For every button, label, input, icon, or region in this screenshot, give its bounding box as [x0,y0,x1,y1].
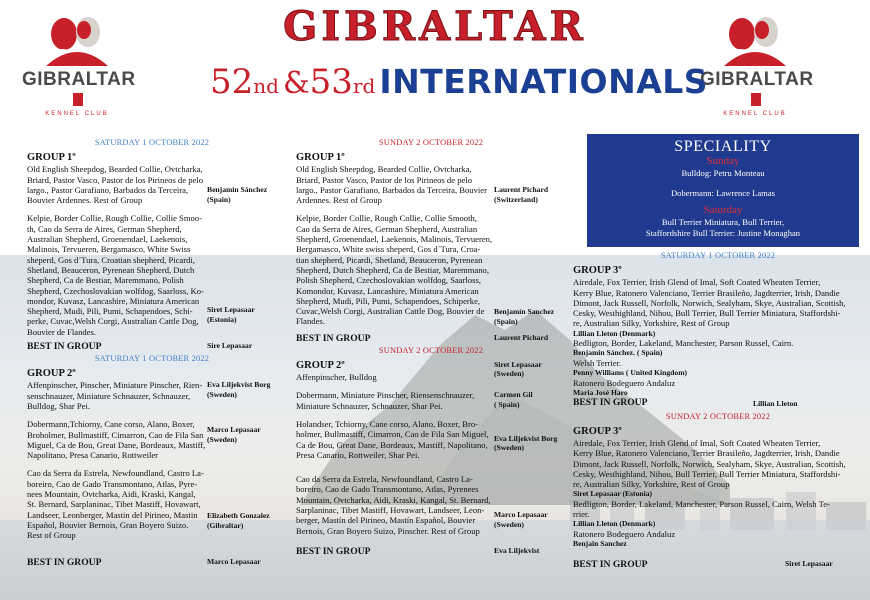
breed-line: Cuvac,Welsh Corgi, Australian Cattle Dog, Bouvier de [296,306,485,317]
breed-line: Holandser, Tchiorny, Cane corso, Alano, Boxer, Bro- [296,418,479,429]
breed-line: Bedligton, Border, Lakeland, Manchester, Parson Russel, Cairn, Welsh Te- [573,498,830,509]
breed-list [573,438,863,489]
judge-name [207,185,267,204]
breed-line: Flandes. [296,316,325,327]
best-in-group-row [296,546,566,557]
breed-line: Cao da Serra da Estrela, Newfoundland, Castro La- [27,468,204,479]
day-header: SATURDAY 1 OCTOBER 2022 [660,251,776,260]
breed-line: Shepherd, Dutch Shepherd, Ca de Bestiar, Maremmano, [296,264,489,275]
edition-number-2: 53 [309,62,353,102]
breed-line: Cao da Serra da Estrela, Newfoundland, Castro La- [296,474,473,485]
breed-line: Ca de Bou, Great Dane, Bordeaux, Mastiff, Napolitano, [296,439,488,450]
best-in-group-label: BEST IN GROUP [296,545,371,557]
breed-judge-row [296,390,566,411]
breed-line: berger, Mastín del Pirineo, Mastín Español, Bouvier [296,515,476,526]
breed-line: Kelpie, Border Collie, Rough Collie, Collie Smooth, [296,213,477,224]
best-in-group-row [296,333,566,344]
judge-name [494,434,557,453]
dog-couple-icon [42,8,112,68]
speciality-line: Dobermann: Lawrence Lamas [670,188,776,198]
breed-line: Broholmer, Bullmastiff, Cimarron, Cao de Fila San [27,429,204,440]
best-in-group-judge: Laurent Pichard [494,332,549,342]
breed-line: Australian Shepherd, Groenendael, Laekenois, [27,234,188,245]
breed-judge-row [27,419,277,460]
breed-judge-row [296,474,566,536]
breed-line: Shepherd, Mudi, Pili, Pumi, Schapendoes, Schiperke, [296,295,481,306]
breed-line: Rest of Group [27,530,76,541]
breed-line: re, Australian Silky, Yorkshire, Rest of Group [573,479,730,490]
breed-judge-row [27,213,277,337]
breed-line: rrier. [573,509,590,520]
breed-line: Shetland, Beauceron, Pyrenean Shepherd, Dutch [27,264,195,275]
judge-line: Siret Lepasaar [494,360,542,370]
breed-line: Kerry Blue, Ratonero Valenciano, Terrier Brasileño, Jagdterrier, Irish, Dandie [573,448,840,459]
breed-line: Bulldog, Shar Pei. [27,400,91,411]
breed-list [296,419,494,460]
breed-line: Presa Canario, Rottweiler, Shar Pei. [296,449,420,460]
breed-line: nees Mountain, Ovtcharka, Aidi, Kraski, Kangal, [27,489,196,500]
speciality-line: Bulldog: Petru Monteau [681,168,765,178]
judge-line: ( Spain) [494,399,520,409]
breed-line: Kelpie, Border Collie, Rough Collie, Collie Smoo- [27,213,202,224]
breed-judge-row [296,164,566,205]
judge-name [207,425,261,444]
breed-line: Dimont, Jack Russell, Norfolk, Norwich, Sealyham, Skye, Australian, Scottish, [573,297,846,308]
breed-line: largo., Pastor Garafiano, Barbados da Terceira, Bouvier [296,184,487,195]
breed-line: perke, Cuvac,Welsh Corgi, Australian Cattle Dog, [27,316,199,327]
breed-line: Dimont, Jack Russell, Norfolk, Norwich, Sealyham, Skye, Australian, Scottish, [573,458,846,469]
edition-number-1: 52 [210,62,254,102]
day-header: SATURDAY 1 OCTOBER 2022 [94,138,210,147]
breed-line: Ratonero Bodeguero Andaluz [573,528,676,539]
best-in-group-judge: Eva Liljekvist [494,545,540,555]
judge-line: (Sweden) [494,369,524,379]
judge-line: (Gibraltar) [207,520,244,530]
judge-name [494,185,548,204]
judge-line: Elizabeth Gonzalez [207,511,270,521]
breed-judge-row [296,419,566,460]
breed-line: Shepherd, Czechoslovakian wolfdog, Saarloss, Ko- [27,285,204,296]
best-in-group-row [27,557,277,568]
breed-line: Miniature Schnauzer, Schnauzer, Shar Pei. [296,400,443,411]
judge-name [494,360,542,379]
breed-line: Dobermann,Tchiorny, Cane corso, Alano, Boxer, [27,419,195,430]
speciality-title: SPECIALITY [674,138,772,155]
judge-line: Carmen Gil [494,390,533,400]
breed-line: Airedale, Fox Terrier, Irish Glend of Imal, Soft Coated Wheaten Terrier, [573,438,821,448]
judge-line: Eva Liljekvist Borg [207,380,271,390]
breed-line: Affenpinscher, Bulldog [296,372,377,383]
breed-line: Shepherd, Ca de Bestiar, Maremmano, Polish [27,275,184,286]
group-heading: GROUP 2º [27,368,76,380]
judge-line: (Switzerland) [494,194,538,204]
speciality-line: Bull Terrier Miniatura, Bull Terrier, [661,217,785,227]
judge-line: Benjamin Sánchez [207,185,268,195]
judge-line: (Sweden) [494,519,524,529]
dog-couple-icon [720,8,790,68]
judge-name: Maria José Haro [573,387,628,397]
breed-line: Español, Bouvier Bernois, Gran Boyero Suizo. [27,519,189,530]
breed-line: re, Australian Silky, Yorkshire, Rest of Group [573,318,730,329]
judge-name [494,510,548,529]
group-heading: GROUP 1º [27,152,76,164]
breed-line: Kerry Blue, Ratonero Valenciano, Terrier Brasileño, Jagdterrier, Irish, Dandie [573,287,840,298]
breed-line: Shepherd, Mudi, Pili, Pumi, Schapendoes, Schi- [27,306,193,317]
breed-line: Komondor, Kuvasz, Lancashire, Miniatura American [296,285,479,296]
breed-line: th, Cao da Serra de Aires, German Shepherd, [27,223,182,234]
judge-name: Siret Lepasaar (Estonia) [573,489,653,499]
kennel-club-logo-left [22,8,136,117]
best-in-group-label: BEST IN GROUP [573,558,648,570]
breed-line: Briard, Pastor Vasco, Pastor de los Pirineos de pelo [296,174,472,185]
breed-line: Old English Sheepdog, Bearded Collie, Ovtcharka, [27,164,203,175]
breed-line: Bedligton, Border, Lakeland, Manchester, Parson Russel, Cairn. [573,338,794,349]
breed-list [296,390,494,411]
castle-icon [73,93,83,106]
judge-line: (Sweden) [207,389,237,399]
breed-judge-row [296,360,566,382]
breed-line: Cesky, Westhighland, Nihou, Bull Terrier, Bull Terrier Miniatura, Staffordshi- [573,468,841,479]
castle-icon [751,93,761,106]
breed-list [296,474,494,536]
page-subtitle [210,62,710,108]
best-in-group-judge: Sire Lepasaar [207,341,253,351]
breed-line: St. Bernard, Sarplaninac, Tibet Mastiff, Hovawart, [27,499,201,510]
day-header: SUNDAY 2 OCTOBER 2022 [665,411,771,421]
breed-line: Malinois, Tervueren, Bergamasco, White Swiss [27,244,191,255]
column-terrier-groups [573,251,863,570]
breed-line: Airedale, Fox Terrier, Irish Glend of Imal, Soft Coated Wheaten Terrier, [573,277,821,288]
breed-judge-row [27,380,277,411]
breed-line: Polish Shepherd, Czechoslovakian wolfdog, Saarloss, [296,275,481,286]
breed-line: Ratonero Bodeguero Andaluz [573,377,676,388]
breed-line: Bergamasco, White swiss sheperd, Gos d´Tura, Croa- [296,244,481,255]
best-in-group-judge: Lillian Lleton [753,399,798,409]
group-heading: GROUP 3º [573,426,622,437]
group-heading: GROUP 1º [296,152,345,164]
judge-name: Lillian Lleton (Denmark) [573,519,656,529]
speciality-day-saturday: Saturday [703,204,743,216]
judge-name: Benjamin Sánchez. ( Spain) [573,348,663,358]
logo-name: GIBRALTAR [22,69,136,90]
breed-line: largo., Pastor Garafiano, Barbados da Terceira, [27,184,189,195]
breed-list [296,213,494,326]
column-saturday-groups [27,138,277,568]
day-header: SATURDAY 1 OCTOBER 2022 [94,354,210,364]
edition-suffix-2: rd [352,74,376,98]
breed-line: tian shepherd, Picardi, Shetland, Beauceron, Pyrenean [296,254,483,265]
breed-line: mondor, Kuvasz, Lancashire, Miniatura American [27,295,200,306]
breed-line: sheperd, Gos d´Tura, Croatian shepherd, Picardi, [27,254,195,265]
breed-list [27,164,207,205]
breed-list [27,380,207,411]
best-in-group-judge: Siret Lepasaar [785,558,833,568]
breed-judge-row [296,213,566,326]
day-header: SUNDAY 2 OCTOBER 2022 [378,138,484,147]
judge-line: (Sweden) [494,443,524,453]
best-in-group-label: BEST IN GROUP [27,556,102,568]
group-heading: GROUP 3º [573,265,622,277]
judge-line: Siret Lepasaar [207,305,255,315]
breed-judge-row [27,468,277,540]
judge-line: Benjamín Sanchez [494,307,555,317]
breed-line: Affenpinscher, Pinscher, Miniature Pinscher, Rien- [27,380,203,391]
breed-judge-row [27,164,277,205]
breed-line: boreiro, Cao de Gado Transmontano, Atlas, Pyrenees [296,484,479,495]
day-header: SUNDAY 2 OCTOBER 2022 [378,345,484,355]
logo-name: GIBRALTAR [700,69,814,90]
judge-name: Benjain Sanchez [573,539,627,549]
breed-line: Sarplaninac, Tibet Mastiff, Hovawart, Landseer, Leon- [296,505,485,516]
breed-list [27,213,207,337]
judge-name: Penny Williams ( United Kingdom) [573,368,688,378]
column-sunday-groups [296,138,566,557]
judge-line: Eva Liljekvist Borg [494,433,558,443]
speciality-line: Staffordshire Bull Terrier: Justine Monaghan [645,228,801,238]
breed-line: Miguel, Ca de Bou, Great Dane, Bordeaux, Mastiff, [27,439,206,450]
judge-name [207,380,270,399]
judge-line: (Spain) [207,194,231,204]
breed-line: Cesky, Westhighland, Nihou, Bull Terrier, Bull Terrier Miniatura, Staffordshi- [573,308,841,319]
best-in-group-judge: Marco Lepasaar [207,556,261,566]
breed-list [573,277,863,328]
breed-line: boreiro, Cao de Gado Transmontano, Atlas, Pyre- [27,478,198,489]
breed-line: holmer, Bullmastiff, Cimarron, Cao de Fila San Miguel, [296,429,489,440]
judge-line: Marco Lepasaar [207,425,261,435]
judge-name [494,307,554,326]
breed-line: Cao da Serra de Aires, German Shepherd, Australian [296,223,478,234]
judge-name [207,305,255,324]
logo-club-text: KENNEL CLUB [45,111,109,117]
breed-line: Welsh Terrier. [573,357,622,368]
judge-line: (Sweden) [207,434,237,444]
judge-name [207,511,270,530]
judge-line: Laurent Pichard [494,185,549,195]
breed-line: Mountain, Ovtcharka, Aidi, Kraski, Kangal, St. Bernard, [296,494,491,505]
edition-suffix-1: nd [253,74,279,98]
logo-club-text: KENNEL CLUB [723,111,787,117]
best-in-group-label: BEST IN GROUP [573,397,648,409]
breed-line: senschnauzer, Miniature Schnauzer, Schnauzer, [27,390,191,401]
breed-list [27,468,207,540]
breed-list [296,360,494,382]
internationals-word: INTERNATIONALS [379,62,709,101]
judge-name [494,390,533,409]
ampersand: & [282,66,310,101]
speciality-box [587,134,859,247]
breed-list [27,419,207,460]
judge-line: (Estonia) [207,314,237,324]
breed-list [573,499,863,520]
breed-line: Bouvier de Flandes. [27,326,96,337]
breed-line: Dobermann, Miniature Pinscher, Riensenschnauzer, [296,390,475,401]
judge-line: Marco Lepasaar [494,510,548,520]
best-in-group-row [27,341,277,352]
breed-line: Briard, Pastor Vasco, Pastor de los Pirineos de pelo [27,174,203,185]
best-in-group-row [573,559,863,570]
breed-line: Napolitano, Presa Canario, Rottweiler [27,450,159,461]
best-in-group-label: BEST IN GROUP [296,332,371,344]
breed-line: Ardennes. Rest of Group [296,195,382,206]
breed-line: Old English Sheepdog, Bearded Collie, Ovtcharka, [296,164,472,175]
breed-line: Landseer, Leonberger, Mastin del Pirineo, Mastin [27,509,198,520]
judge-line: (Spain) [494,316,518,326]
speciality-day-sunday: Sunday [706,155,740,167]
judge-name: Lillian Lleton (Denmark) [573,328,656,338]
page-title: GIBRALTAR [283,3,587,50]
breed-line: Shepherd, Groenendael, Laekenois, Malinois, Tervueren, [296,234,493,245]
breed-line: Bernois, Gran Boyero Suizo, Pinscher. Rest of Group [296,525,480,536]
best-in-group-row [573,397,863,408]
breed-list [296,164,494,205]
best-in-group-label: BEST IN GROUP [27,341,102,353]
breed-line: Bouvier Ardennes. Rest of Group [27,195,143,206]
group-heading: GROUP 2º [296,360,345,372]
